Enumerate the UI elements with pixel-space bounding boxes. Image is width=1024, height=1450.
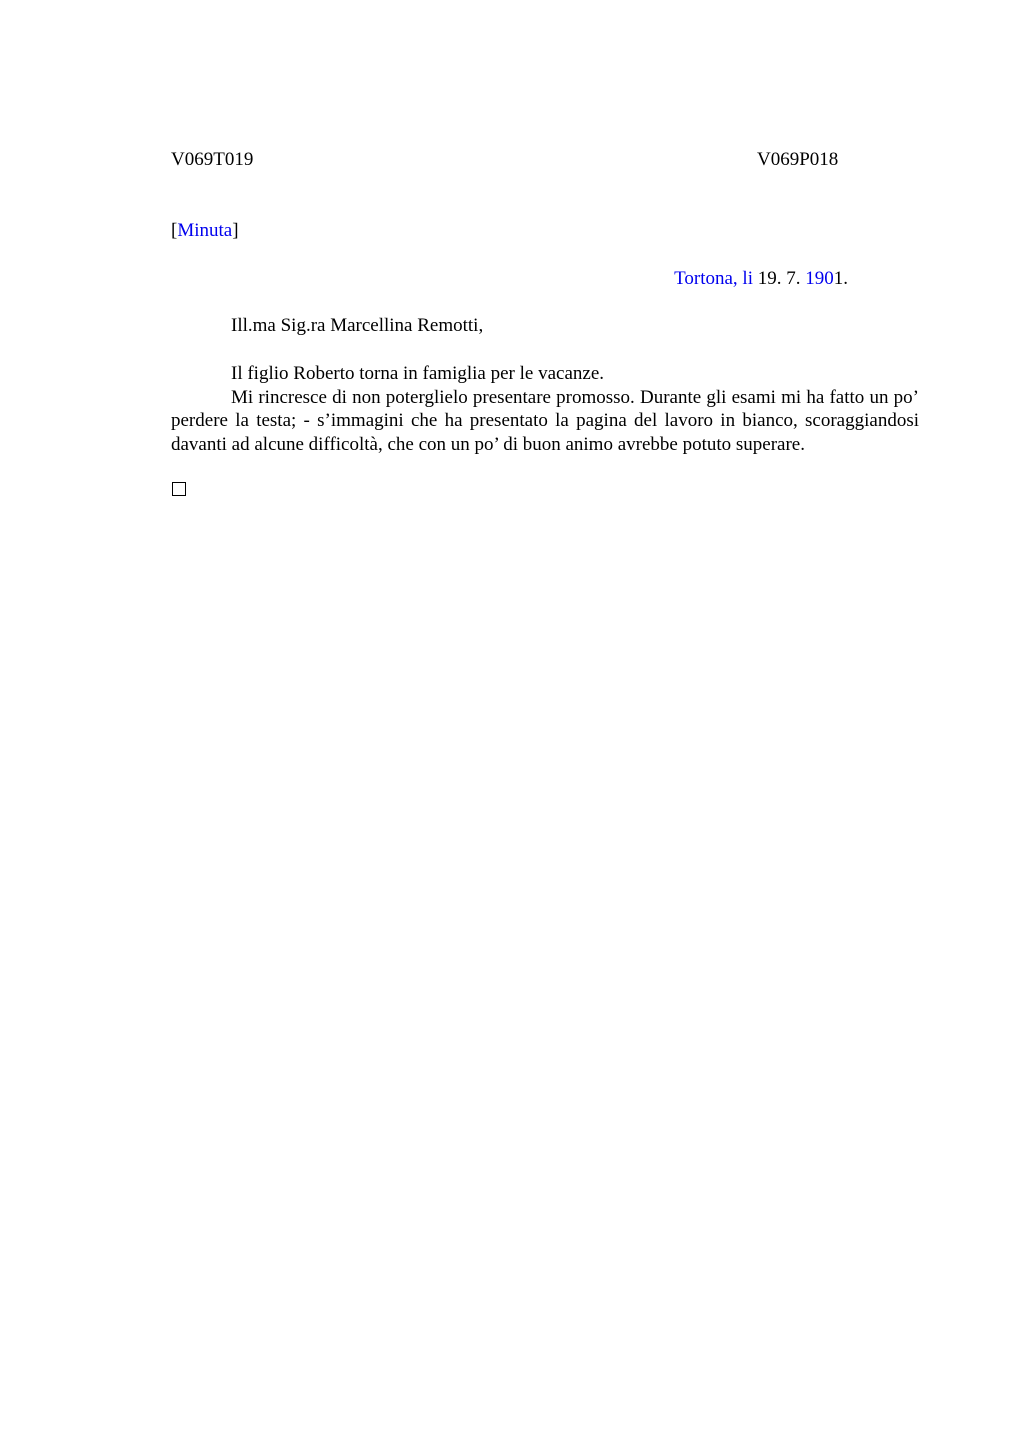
dateline-period: . <box>843 268 848 289</box>
checkbox-square-icon <box>172 482 186 496</box>
dateline-year-part: 190 <box>805 268 834 289</box>
draft-note <box>171 221 239 240</box>
dateline-date: 19. 7. <box>753 268 806 289</box>
salutation: Ill.ma Sig.ra Marcellina Remotti, <box>231 315 484 336</box>
dateline-year-end: 1 <box>833 268 844 289</box>
document-code-left: V069T019 <box>171 149 254 170</box>
dateline <box>674 269 848 288</box>
letter-body <box>171 362 919 456</box>
document-code-right: V069P018 <box>757 149 839 170</box>
dateline-place: Tortona, li <box>674 268 753 289</box>
paragraph: Il figlio Roberto torna in famiglia per le vacanze. <box>231 363 604 384</box>
bracket-close: ] <box>232 220 239 241</box>
draft-label: Minuta <box>177 220 233 241</box>
paragraph: Mi rincresce di non poterglielo presentare promosso. Durante gli esami mi ha fatto un po’ perdere la testa; - s’immagini che ha presentato la pagina del lavoro in bianco, scoraggiandosi davanti ad alcune difficoltà, che con un po’ di buon animo avrebbe potuto superare. <box>171 386 919 455</box>
bracket-open: [ <box>171 220 178 241</box>
